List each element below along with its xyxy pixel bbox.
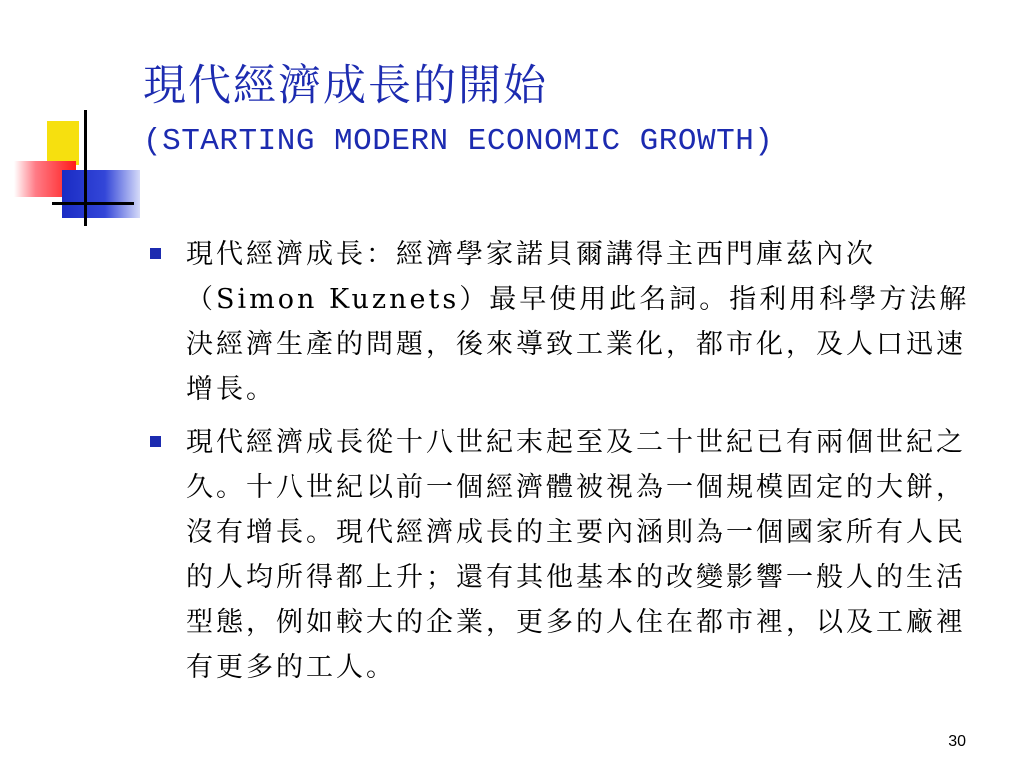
bullet-item xyxy=(150,232,980,412)
horizontal-line xyxy=(52,202,134,205)
bullet-text: 現代經濟成長：經濟學家諾貝爾講得主西門庫茲內次（Simon Kuznets）最早使用此名詞。指利用科學方法解決經濟生產的問題，後來導致工業化，都市化，及人口迅速增長。 xyxy=(186,239,970,405)
slide-title: 現代經濟成長的開始 xyxy=(143,61,548,111)
yellow-block xyxy=(47,121,79,165)
title-block xyxy=(143,60,1003,162)
square-bullet-icon xyxy=(150,248,161,259)
bullet-list xyxy=(150,232,980,698)
square-bullet-icon xyxy=(150,436,161,447)
blue-block xyxy=(62,170,140,218)
slide-subtitle: (STARTING MODERN ECONOMIC GROWTH) xyxy=(143,124,774,159)
page-number: 30 xyxy=(948,733,966,750)
bullet-item xyxy=(150,420,980,690)
vertical-line xyxy=(84,110,87,226)
bullet-text: 現代經濟成長從十八世紀末起至及二十世紀已有兩個世紀之久。十八世紀以前一個經濟體被視為一個規模固定的大餅，沒有增長。現代經濟成長的主要內涵則為一個國家所有人民的人均所得都上升；還有其他基本的改變影響一般人的生活型態，例如較大的企業，更多的人住在都市裡，以及工廠裡有更多的工人。 xyxy=(186,427,966,683)
